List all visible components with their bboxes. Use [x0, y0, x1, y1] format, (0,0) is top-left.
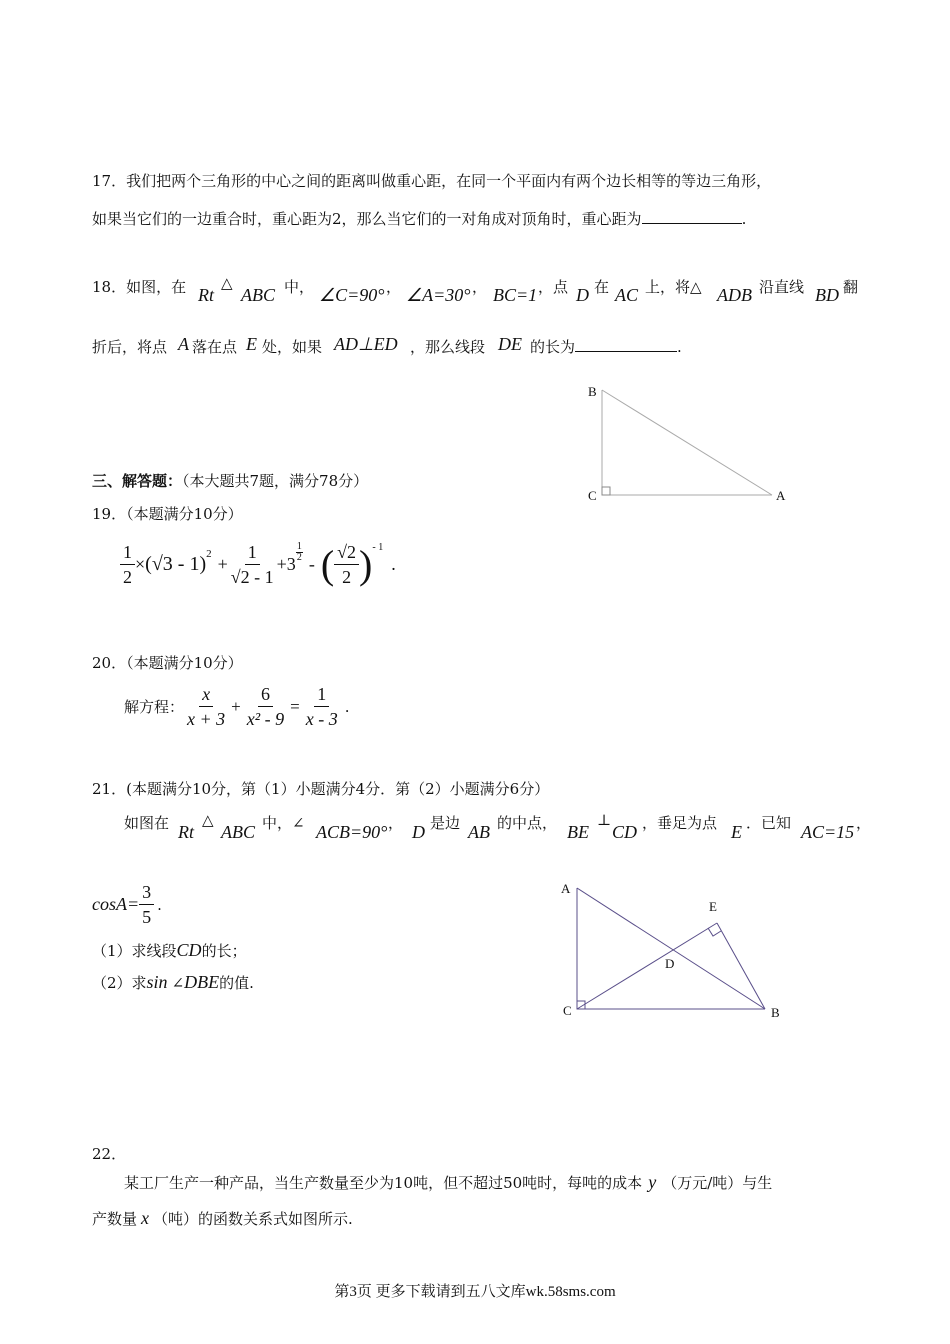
q22-heading: 22． [92, 1145, 127, 1163]
q19-frac2 [228, 542, 277, 587]
q18-zai: 在 [594, 278, 610, 296]
q17-line1: 17．我们把两个三角形的中心之间的距离叫做重心距，在同一个平面内有两个边长相等的等边三角形， [92, 172, 772, 190]
q19-frac3-den: 2 [342, 567, 352, 587]
q19-frac2-den: √2 - 1 [230, 567, 274, 587]
q18-zhong: 中， [284, 278, 315, 296]
q19-exp-den: 2 [296, 552, 302, 563]
q19-neg-one: - 1 [372, 542, 384, 553]
q21-cosa-frac [139, 882, 154, 927]
q22-line2b: （吨）的函数关系式如图所示. [153, 1210, 353, 1228]
q18-changwei-text: 的长为 [530, 338, 576, 356]
q18-yan: 沿直线 [759, 278, 805, 296]
q19-lparen: ( [320, 541, 335, 587]
fig2-label-b: B [771, 1005, 780, 1020]
q19-frac3 [334, 542, 359, 587]
q20-frac1-num: x [199, 684, 213, 707]
q21-ab: AB [468, 822, 490, 842]
q19-plus1: + [217, 554, 228, 574]
q18-angle-c: ∠C=90° [319, 285, 385, 305]
q21-p1: 如图在 [124, 814, 170, 832]
q18-shang: 上，将△ [645, 278, 702, 296]
q19-minus: - [308, 554, 315, 574]
q20-frac2 [244, 684, 287, 729]
q21-abc: ABC [221, 822, 255, 842]
q22-line1 [124, 1172, 772, 1193]
q21-shibian: 是边 [430, 814, 461, 832]
q21-zhong: 中，∠ [262, 814, 305, 832]
q18-point: ，点 [538, 278, 569, 296]
q20-frac2-den: x² - 9 [246, 709, 285, 729]
q18-prefix: 18．如图，在 [92, 278, 187, 296]
q21-acb: ACB=90° [316, 822, 388, 842]
q17-line2-text: 如果当它们的一边重合时，重心距为2，那么当它们的一对角成对顶角时，重心距为 [92, 210, 642, 228]
fig2-label-e: E [709, 899, 717, 914]
q18-perp: AD⊥ED [334, 334, 398, 354]
q20-label: 解方程： [124, 698, 185, 716]
q19-exp-num: 1 [296, 541, 302, 552]
q20-frac3-num: 1 [314, 684, 329, 707]
page-footer: 第3页 更多下载请到五八文库wk.58sms.com [334, 1284, 616, 1300]
q21-cosa-label: cosA= [92, 894, 140, 914]
q18-ac: AC [615, 285, 639, 305]
fig2-label-d: D [665, 956, 675, 971]
q19-frac1-den: 2 [123, 567, 132, 587]
q22-line2 [92, 1208, 353, 1229]
q18-answer-blank [575, 337, 677, 352]
q19-rparen: ) [359, 541, 373, 587]
q18-name: ，那么线段 [410, 338, 486, 356]
q21-sub2-angle: ∠ [171, 974, 185, 992]
q20-frac3 [303, 684, 341, 729]
q19-expression [120, 542, 396, 587]
q19-plus2: +3 [276, 554, 296, 574]
q17-line2 [92, 208, 746, 229]
fig1-label-b: B [588, 384, 597, 399]
q19-frac1 [120, 542, 135, 587]
q19-times: × [135, 554, 146, 574]
figure-triangle-abc [580, 380, 800, 510]
q21-cosa-dot: . [157, 895, 162, 914]
q21-chuizu: ，垂足为点 [642, 814, 718, 832]
q19-dot: . [391, 554, 396, 574]
fig2-label-c: C [563, 1003, 572, 1018]
q19-exponent [296, 542, 303, 563]
q18-line2a: 折后，将点 [92, 338, 168, 356]
figure-triangle-acb [555, 875, 795, 1025]
q18-changwei [530, 336, 682, 357]
q19-frac2-num: 1 [245, 542, 260, 565]
section3-desc: （本大题共7题，满分78分） [182, 472, 369, 490]
q18-a: A [178, 334, 189, 354]
q22-y: y [648, 1172, 657, 1192]
q18-triangle: △ [221, 274, 233, 292]
q18-adb: ADB [717, 285, 752, 305]
q20-heading: 20．（本题满分10分） [92, 654, 243, 672]
q19-square: 2 [206, 548, 212, 560]
q18-abc: ABC [241, 285, 275, 305]
q21-sub1-c: 的长； [201, 942, 247, 960]
q18-e: E [246, 334, 257, 354]
q18-bd: BD [815, 285, 839, 305]
q20-equation [124, 684, 350, 729]
fig2-label-a: A [561, 881, 571, 896]
q21-heading: 21．(本题满分10分，第（1）小题满分4分．第（2）小题满分6分） [92, 780, 550, 798]
q21-e: E [731, 822, 742, 842]
q20-dot: . [344, 697, 350, 716]
section3-heading [92, 470, 368, 491]
q18-d: D [576, 285, 589, 305]
q21-sub2-a: （2）求 [92, 974, 147, 992]
q20-frac2-num: 6 [258, 684, 273, 707]
q18-luo: 落在点 [192, 338, 238, 356]
q21-cosa-den: 5 [142, 907, 152, 927]
q21-sub2-sin: sin [146, 972, 168, 992]
q18-angle-a: ∠A=30° [406, 285, 471, 305]
q19-frac3-num: √2 [334, 542, 359, 565]
q21-sub2-e: 的值. [219, 974, 254, 992]
q17-answer-blank [642, 209, 742, 224]
q21-yizhi: ．已知 [746, 814, 792, 832]
q20-frac1 [184, 684, 228, 729]
q20-frac3-den: x - 3 [305, 709, 338, 729]
q21-triangle: △ [202, 811, 214, 829]
q18-chu: 处，如果 [262, 338, 323, 356]
q21-d: D [412, 822, 425, 842]
q20-frac1-den: x + 3 [187, 709, 226, 729]
q21-cosa [92, 882, 162, 927]
q21-cosa-num: 3 [139, 882, 154, 905]
q22-x: x [141, 1208, 150, 1228]
q20-plus: + [231, 696, 241, 716]
q22-line1a: 某工厂生产一种产品，当生产数量至少为10吨，但不超过50吨时，每吨的成本 [124, 1174, 643, 1192]
section3-title: 三、解答题： [92, 472, 183, 490]
q18-fan: 翻 [843, 278, 859, 296]
q19-heading: 19．（本题满分10分） [92, 505, 243, 523]
q17-end: . [741, 210, 747, 228]
q21-sub1-cd: CD [176, 940, 202, 960]
q21-sub1-a: （1）求线段 [92, 942, 177, 960]
q21-be: BE [567, 822, 589, 842]
q22-line1b: （万元/吨）与生 [662, 1174, 773, 1192]
q21-comma2: ， [856, 814, 872, 832]
q21-ac15: AC=15 [801, 822, 855, 842]
q18-de: DE [498, 334, 522, 354]
q18-bc: BC=1 [493, 285, 538, 305]
q21-rt: Rt [178, 822, 194, 842]
q18-rt: Rt [198, 285, 214, 305]
q21-sub1 [92, 940, 247, 961]
fig1-label-a: A [776, 488, 786, 503]
q20-equals: = [290, 696, 300, 716]
q18-end: . [677, 338, 682, 356]
fig1-label-c: C [588, 488, 597, 503]
q21-sub2-dbe: DBE [184, 972, 220, 992]
q21-sub2 [92, 972, 254, 993]
q22-line2a: 产数量 [92, 1210, 138, 1228]
q18-comma1: ， [386, 278, 402, 296]
q21-cd: CD [612, 822, 638, 842]
q21-perp: ⊥ [597, 811, 612, 829]
q21-comma1: ， [388, 814, 404, 832]
q18-comma2: ， [472, 278, 488, 296]
q19-frac1-num: 1 [120, 542, 135, 565]
q21-midpoint: 的中点， [497, 814, 558, 832]
q19-paren: (√3 - 1) [145, 553, 207, 575]
